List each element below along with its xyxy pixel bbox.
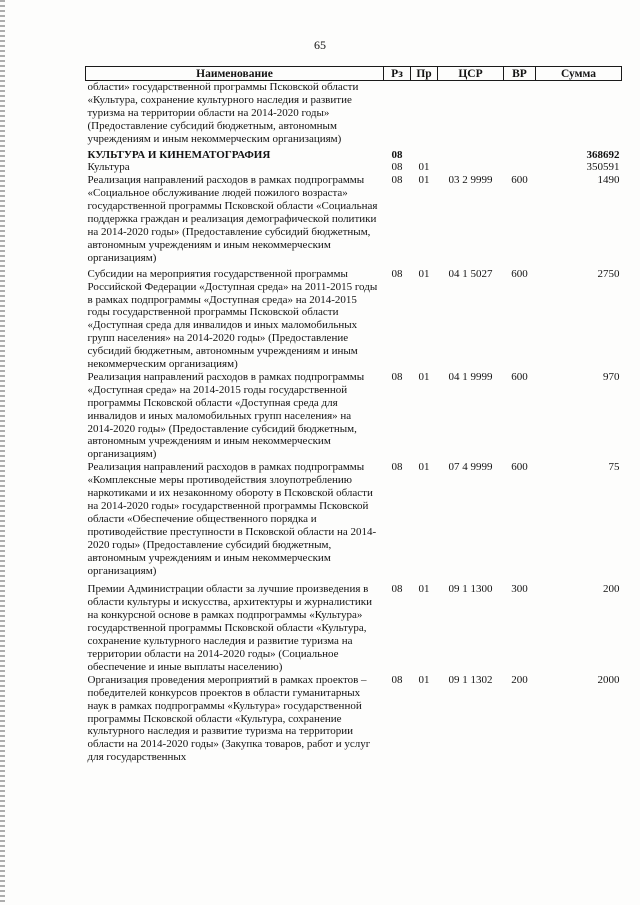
row-vr: 200 <box>511 673 528 686</box>
header-rz: Рз <box>384 67 411 81</box>
table-row <box>86 577 622 673</box>
row-rz: 08 <box>391 174 403 187</box>
row-sum: 970 <box>603 370 620 383</box>
row-csr: 09 1 1300 <box>448 583 493 596</box>
row-sum <box>536 81 622 146</box>
row-name: КУЛЬТУРА И КИНЕМАТОГРАФИЯ <box>87 148 271 161</box>
row-pr: 01 <box>418 673 430 686</box>
row-csr <box>438 81 504 146</box>
row-rz <box>384 81 411 146</box>
row-rz: 08 <box>391 370 403 383</box>
row-vr: 600 <box>511 461 528 474</box>
row-rz: 08 <box>391 673 403 686</box>
row-rz: 08 <box>391 161 403 174</box>
table-row-section <box>86 146 622 162</box>
row-pr: 01 <box>418 583 430 596</box>
table-row <box>86 371 622 461</box>
row-csr: 04 1 5027 <box>448 267 493 280</box>
row-rz: 08 <box>391 267 403 280</box>
row-pr: 01 <box>418 461 430 474</box>
table-row-subsection <box>86 161 622 174</box>
row-vr: 600 <box>511 174 528 187</box>
header-name: Наименование <box>86 67 384 81</box>
row-sum: 350591 <box>586 161 620 174</box>
row-pr <box>411 81 438 146</box>
header-vr: ВР <box>504 67 536 81</box>
header-csr: ЦСР <box>438 67 504 81</box>
row-sum: 75 <box>608 461 620 474</box>
row-sum: 200 <box>603 583 620 596</box>
row-pr: 01 <box>418 370 430 383</box>
row-pr: 01 <box>418 161 430 174</box>
row-vr: 300 <box>511 583 528 596</box>
row-rz: 08 <box>391 148 403 161</box>
table-row <box>86 265 622 371</box>
header-sum: Сумма <box>536 67 622 81</box>
row-sum: 368692 <box>586 148 620 161</box>
binding-edge <box>0 0 5 905</box>
row-name: Реализация направлений расходов в рамках подпрограммы «Социальное обслуживание людей пожилого возраста» государственной программы Псковской области «Социальная поддержка граждан и реализация демографической политики на 2014-2020 годы» (Предоставление субсидий бюджетным, автономным учреждениям и иным некоммерческим организациям) <box>87 174 378 264</box>
table-row <box>86 674 622 764</box>
row-sum: 1490 <box>597 174 620 187</box>
row-csr: 09 1 1302 <box>448 673 493 686</box>
table-row <box>86 174 622 264</box>
row-name: области» государственной программы Псковской области «Культура, сохранение культурного наследия и развитие туризма на территории области на 2014-2020 годы» (Предоставление субсидий бюджетным, автономным учреждениям и иным некоммерческим организациям) <box>87 81 359 145</box>
row-pr: 01 <box>418 267 430 280</box>
row-name: Реализация направлений расходов в рамках подпрограммы «Доступная среда» на 2014-2015 годы государственной программы Псковской области «Доступная среда для инвалидов и иных маломобильных групп населения» на 2014-2020 годы» (Предоставление субсидий бюджетным, автономным учреждениям и иным некоммерческим организациям) <box>87 370 365 461</box>
row-rz: 08 <box>391 583 403 596</box>
row-csr: 03 2 9999 <box>448 174 493 187</box>
row-csr <box>438 161 504 174</box>
row-name: Премии Администрации области за лучшие произведения в области культуры и искусства, архитектуры и журналистики на конкурсной основе в рамках подпрограммы «Культура» государственной программы Псковской области «Культура, сохранение культурного наследия и развитие туризма на территории области на 2014-2020 годы» (Социальное обеспечение и иные выплаты населению) <box>87 583 372 673</box>
row-csr: 04 1 9999 <box>448 370 493 383</box>
row-name: Культура <box>87 161 130 174</box>
table-row <box>86 461 622 577</box>
row-name: Субсидии на мероприятия государственной программы Российской Федерации «Доступная среда» на 2011-2015 годы в рамках подпрограммы «Доступная среда» на 2014-2015 годы государственной программы Псковской области «Доступная среда для инвалидов и иных маломобильных групп населения» на 2014-2020 годы» (Предоставление субсидий бюджетным, автономным учреждениям и иным некоммерческим организациям) <box>87 267 378 371</box>
row-vr <box>504 81 536 146</box>
row-rz: 08 <box>391 461 403 474</box>
row-sum: 2750 <box>597 267 620 280</box>
row-name: Реализация направлений расходов в рамках подпрограммы «Комплексные меры противодействия злоупотреблению наркотиками и их незаконному обороту в Псковской области на 2014-2020 годы» государственной программы Псковской области «Обеспечение общественного порядка и противодействие преступности в Псковской области на 2014-2020 годы» (Предоставление субсидий бюджетным, автономным учреждениям и иным некоммерческим организациям) <box>87 461 377 577</box>
table-header-row <box>86 67 622 81</box>
header-pr: Пр <box>411 67 438 81</box>
row-csr: 07 4 9999 <box>448 461 493 474</box>
row-csr <box>438 146 504 162</box>
budget-table <box>85 66 622 764</box>
row-vr: 600 <box>511 267 528 280</box>
row-name: Организация проведения мероприятий в рамках проектов – победителей конкурсов проектов в области гуманитарных наук в рамках подпрограммы «Культура» государственной программы Псковской области «Культура, сохранение культурного наследия и развитие туризма на территории области на 2014-2020 годы» (Закупка товаров, работ и услуг для государственных <box>87 673 371 764</box>
row-vr <box>504 146 536 162</box>
row-vr: 600 <box>511 370 528 383</box>
table-row <box>86 81 622 146</box>
row-pr: 01 <box>418 174 430 187</box>
row-vr <box>504 161 536 174</box>
row-sum: 2000 <box>597 673 620 686</box>
page-number: 65 <box>314 38 326 52</box>
row-pr <box>411 146 438 162</box>
